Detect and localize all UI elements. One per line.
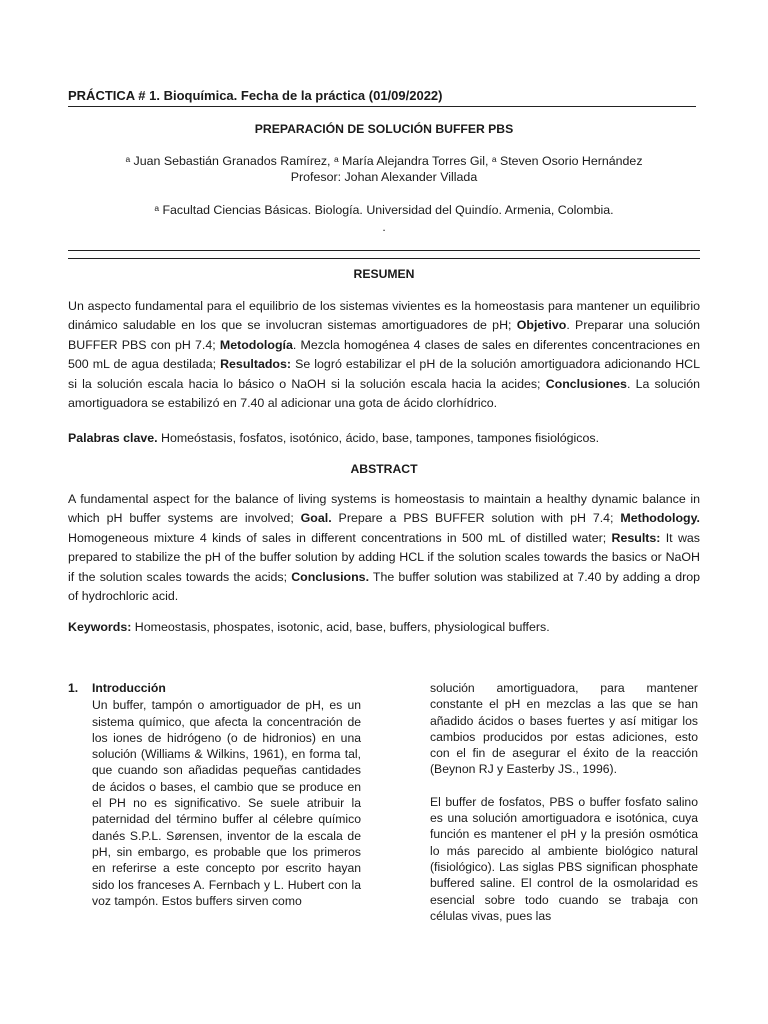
abstract-paragraph <box>68 490 700 606</box>
intro-right-paragraph-2: El buffer de fosfatos, PBS o buffer fosfato salino es una solución amortiguadora e isotónica, cuya función es mantener el pH y la presión osmótica lo más parecido al ambiente biológico natural (fisiológico). Las siglas PBS significan phosphate buffered saline. El control de la osmolaridad es esencial sobre todo cuando se trabaja con células vivas, pues las <box>430 794 698 923</box>
keywords-label: Keywords: <box>68 620 132 634</box>
conclusiones-label: Conclusiones <box>545 376 627 391</box>
resumen-intro: Un aspecto fundamental para el equilibrio de los sistemas vivientes es la homeostasis para mantener un equilibrio dinámico saludable en los que se involucran sistemas amortiguadores de pH; <box>68 299 700 333</box>
methodology-text: Homogeneous mixture 4 kinds of sales in different concentrations in 500 mL of distilled water; <box>68 530 612 545</box>
resultados-label: Resultados: <box>220 357 292 372</box>
intro-left-column <box>68 680 361 909</box>
intro-number: 1. <box>68 681 79 695</box>
practice-header: PRÁCTICA # 1. Bioquímica. Fecha de la práctica (01/09/2022) <box>68 88 443 103</box>
intro-left-paragraph: Un buffer, tampón o amortiguador de pH, es un sistema químico, que afecta la concentración de los iones de hidrógeno (o de hidronios) en una solución (Williams & Wilkins, 1961), en forma tal, que cuando son añadidas pequeñas cantidades de ácidos o bases, el cambio que se produce en el PH no es significativo. Se suele atribuir la paternidad del término buffer al célebre químico danés S.P.L. Sørensen, inventor de la escala de pH, sin embargo, es probable que los primeros en referirse a este concepto por escrito hayan sido los franceses A. Fernbach y L. Hubert con la voz tampón. Estos buffers sirven como <box>92 698 361 908</box>
keywords <box>68 618 700 637</box>
intro-heading <box>68 680 361 696</box>
objetivo-label: Objetivo <box>516 318 567 333</box>
methodology-label: Methodology. <box>620 511 700 526</box>
palabras-clave-label: Palabras clave. <box>68 431 158 445</box>
intro-right-paragraph-1: solución amortiguadora, para mantener constante el pH en mezclas a las que se han añadido ácidos o bases fuertes y así mitigar los cambios producidos por estas adiciones, esto con el fin de asegurar el éxito de la reacción (Beynon RJ y Easterby JS., 1996). <box>430 681 698 777</box>
metodologia-label: Metodología <box>219 337 293 352</box>
professor-line: Profesor: Johan Alexander Villada <box>290 170 478 184</box>
header-divider <box>68 106 696 107</box>
conclusions-text: The buffer solution was stabilized at 7.40 by adding a drop of hydrochloric acid. <box>68 569 700 604</box>
results-label: Results: <box>611 530 661 545</box>
metodologia-text: . Mezcla homogénea 4 clases de sales en diferentes concentraciones en 500 mL de agua destilada; <box>68 337 701 372</box>
abstract-intro: A fundamental aspect for the balance of living systems is homeostasis to maintain a healthy dynamic balance in which pH buffer systems are involved; <box>68 492 700 526</box>
keywords-text: Homeostasis, phospates, isotonic, acid, base, buffers, physiological buffers. <box>131 620 550 634</box>
results-text: It was prepared to stabilize the pH of the buffer solution by adding HCL if the solution scales towards the basics or NaOH if the solution scales towards the acids; <box>68 530 700 584</box>
abstract-heading: ABSTRACT <box>350 462 418 476</box>
conclusions-label: Conclusions. <box>291 569 370 584</box>
intro-heading-text: Introducción <box>92 681 166 695</box>
conclusiones-text: . La solución amortiguadora se estabilizó en 7.40 al adicionar una gota de ácido clorhídrico. <box>68 376 700 411</box>
double-divider <box>68 250 700 259</box>
authors-block <box>68 153 700 185</box>
palabras-clave-text: Homeóstasis, fosfatos, isotónico, ácido, base, tampones, tampones fisiológicos. <box>157 431 600 445</box>
resultados-text: Se logró estabilizar el pH de la solución amortiguadora adicionando HCL si la solución escala hacia lo básico o NaOH si la solución escala hacia la acides; <box>68 357 700 391</box>
affiliation-dot: . <box>382 220 386 234</box>
resumen-heading: RESUMEN <box>353 267 415 281</box>
objetivo-text: . Preparar una solución BUFFER PBS con pH 7.4; <box>68 318 700 352</box>
intro-right-column <box>430 680 698 924</box>
palabras-clave <box>68 429 700 448</box>
authors-line: ᵃ Juan Sebastián Granados Ramírez, ᵃ María Alejandra Torres Gil, ᵃ Steven Osorio Hernández <box>125 154 643 168</box>
document-title: PREPARACIÓN DE SOLUCIÓN BUFFER PBS <box>254 122 514 136</box>
goal-text: Prepare a PBS BUFFER solution with pH 7.4; <box>331 511 621 526</box>
affiliation: ᵃ Facultad Ciencias Básicas. Biología. Universidad del Quindío. Armenia, Colombia. <box>154 203 614 217</box>
resumen-paragraph <box>68 297 700 413</box>
goal-label: Goal. <box>300 511 332 526</box>
